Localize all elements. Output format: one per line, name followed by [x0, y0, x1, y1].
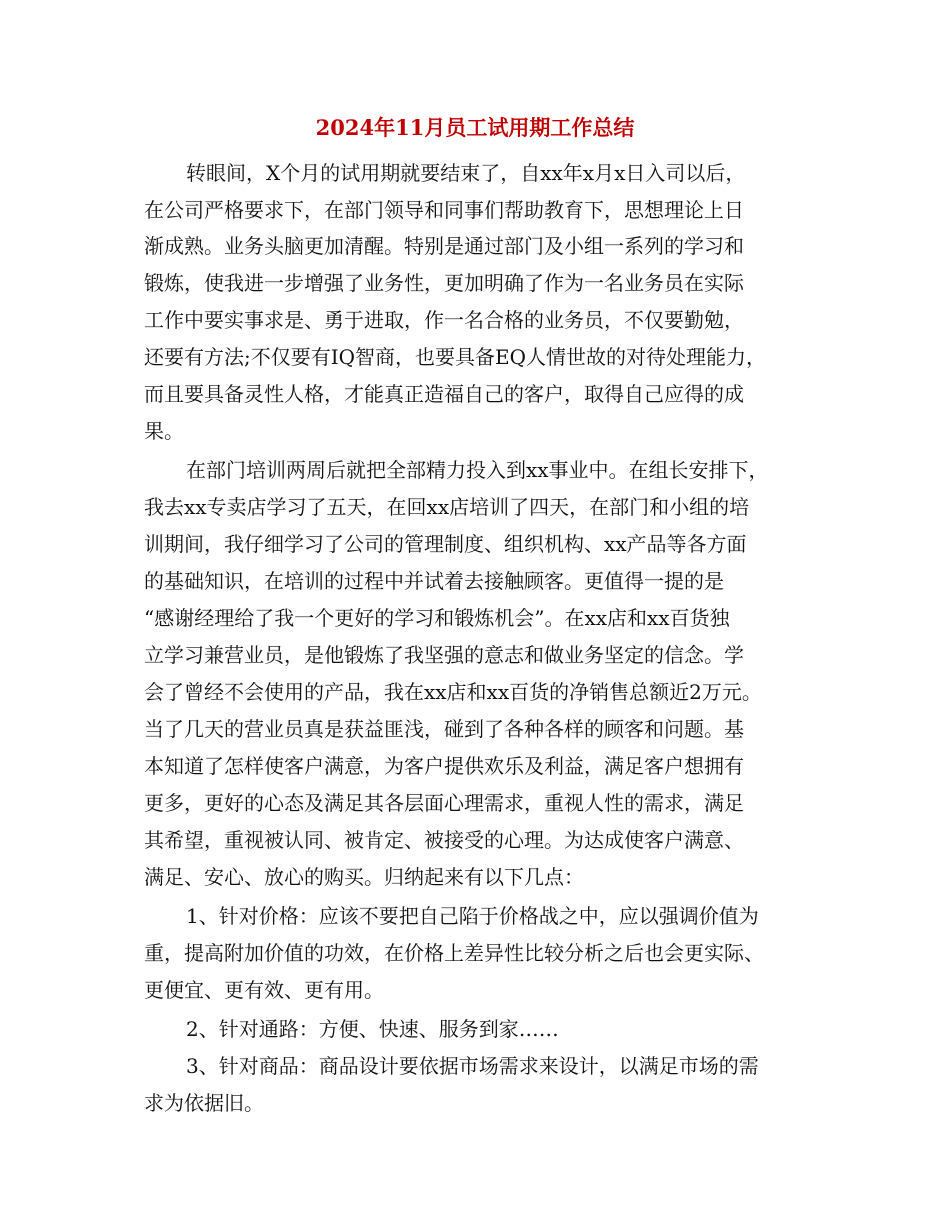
paragraph-1-line-7: 而且要具备灵性人格，才能真正造福自己的客户，取得自己应得的成 — [144, 382, 744, 406]
paragraph-2-line-5: “感谢经理给了我一个更好的学习和锻炼机会”。在xx店和xx百货独 — [144, 606, 730, 630]
point-1-line-3: 更便宜、更有效、更有用。 — [144, 978, 384, 1002]
paragraph-2-line-7: 会了曾经不会使用的产品，我在xx店和xx百货的净销售总额近2万元。 — [144, 680, 762, 704]
paragraph-2-line-12: 满足、安心、放心的购买。归纳起来有以下几点： — [144, 865, 584, 889]
paragraph-1-line-5: 工作中要实事求是、勇于进取，作一名合格的业务员，不仅要勤勉， — [144, 308, 744, 332]
point-3-line-1: 3、针对商品：商品设计要依据市场需求来设计，以满足市场的需 — [186, 1054, 759, 1078]
paragraph-2-line-11: 其希望，重视被认同、被肯定、被接受的心理。为达成使客户满意、 — [144, 828, 744, 852]
point-3-line-2: 求为依据旧。 — [144, 1091, 264, 1115]
paragraph-1-line-4: 锻炼，使我进一步增强了业务性，更加明确了作为一名业务员在实际 — [144, 271, 744, 295]
paragraph-2-line-4: 的基础知识，在培训的过程中并试着去接触顾客。更值得一提的是 — [144, 569, 724, 593]
paragraph-2-line-1: 在部门培训两周后就把全部精力投入到xx事业中。在组长安排下， — [186, 458, 769, 482]
point-1-line-2: 重，提高附加价值的功效，在价格上差异性比较分析之后也会更实际、 — [144, 941, 764, 965]
paragraph-2-line-3: 训期间，我仔细学习了公司的管理制度、组织机构、xx产品等各方面 — [144, 532, 747, 556]
paragraph-1-line-8: 果。 — [144, 419, 184, 443]
paragraph-2-line-9: 本知道了怎样使客户满意，为客户提供欢乐及利益，满足客户想拥有 — [144, 754, 744, 778]
paragraph-1-line-3: 渐成熟。业务头脑更加清醒。特别是通过部门及小组一系列的学习和 — [144, 234, 744, 258]
point-1-line-1: 1、针对价格：应该不要把自己陷于价格战之中，应以强调价值为 — [186, 904, 759, 928]
paragraph-1-line-2: 在公司严格要求下，在部门领导和同事们帮助教育下，思想理论上日 — [144, 198, 744, 222]
paragraph-2-line-2: 我去xx专卖店学习了五天，在回xx店培训了四天，在部门和小组的培 — [144, 495, 750, 519]
point-2-line-1: 2、针对通路：方便、快速、服务到家…… — [186, 1017, 559, 1041]
paragraph-2-line-8: 当了几天的营业员真是获益匪浅，碰到了各种各样的顾客和问题。基 — [144, 717, 744, 741]
paragraph-1-line-6: 还要有方法;不仅要有IQ智商，也要具备EQ人情世故的对待处理能力， — [144, 345, 767, 369]
paragraph-2-line-6: 立学习兼营业员，是他锻炼了我坚强的意志和做业务坚定的信念。学 — [144, 643, 744, 667]
paragraph-1-line-1: 转眼间，X个月的试用期就要结束了，自xx年x月x日入司以后， — [186, 161, 746, 185]
document-title: 2024年11月员工试用期工作总结 — [315, 115, 635, 140]
paragraph-2-line-10: 更多，更好的心态及满足其各层面心理需求，重视人性的需求，满足 — [144, 791, 744, 815]
